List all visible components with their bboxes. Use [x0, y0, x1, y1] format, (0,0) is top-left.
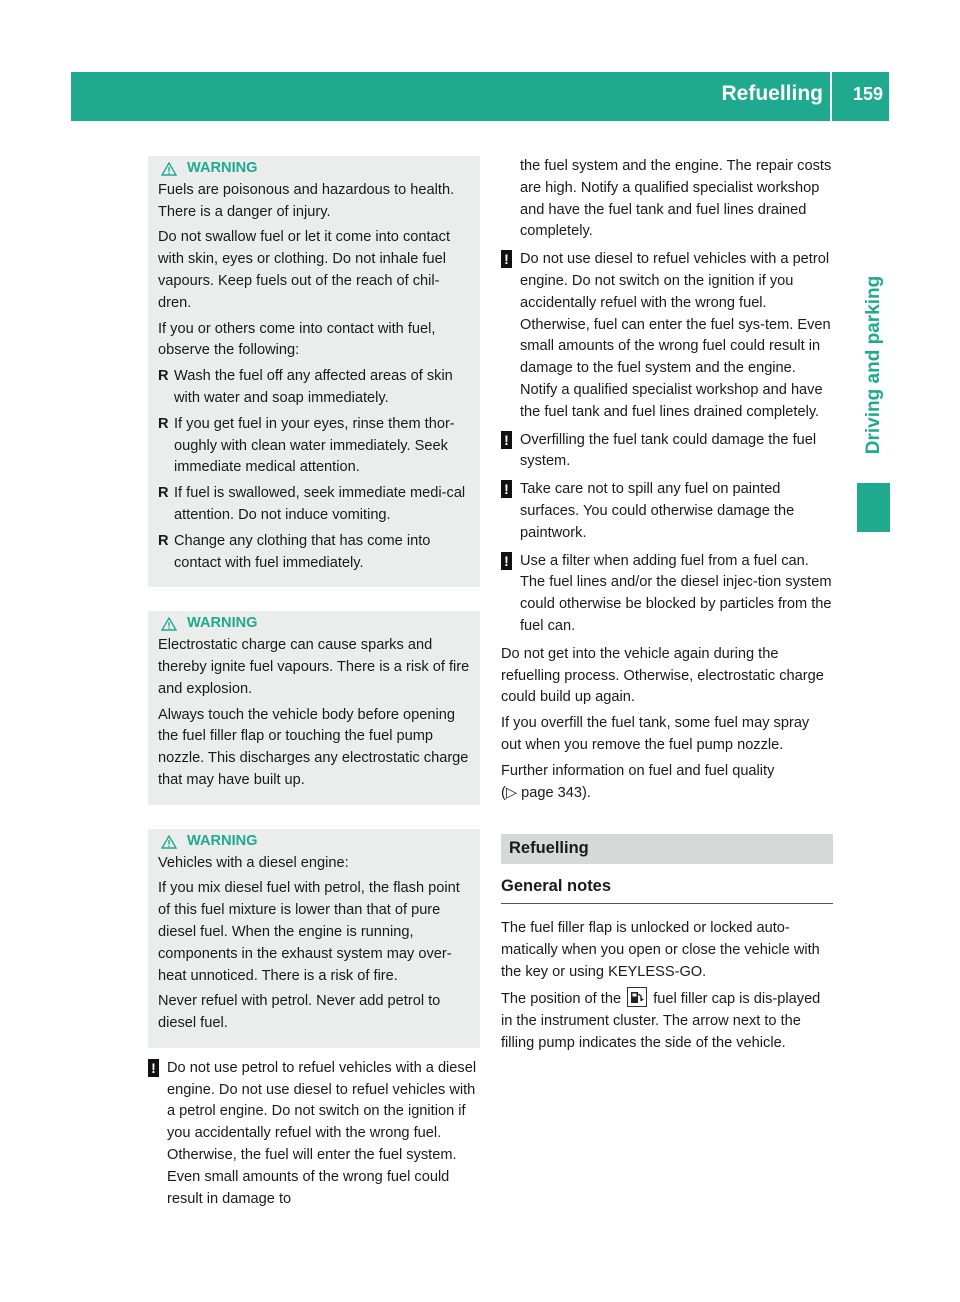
- notice-item: ! Do not use petrol to refuel vehicles with a diesel engine. Do not use diesel to refuel vehicles with a petrol engine. Do not switch on the ignition if you accidentally refuel with the wrong fuel. Otherwise, the fuel will enter the fuel system. Even small amounts of the wrong fuel could result in damage to: [148, 1058, 480, 1211]
- notice-item: ! Use a filter when adding fuel from a fuel can. The fuel lines and/or the diesel injec-tion system could otherwise be blocked by particles from the fuel can.: [501, 551, 833, 638]
- body-text: Do not get into the vehicle again during the refuelling process. Otherwise, electrostatic charge could build up again.: [501, 645, 824, 706]
- warning-text: Always touch the vehicle body before opening the fuel filler flap or touching the fuel pump nozzle. This discharges any electrostatic charge that may have built up.: [158, 706, 469, 788]
- notice-item: ! Overfilling the fuel tank could damage the fuel system.: [501, 430, 833, 474]
- body-text: The position of the fuel filler cap is dis-played in the instrument cluster. The arrow next to the filling pump indicates the side of the vehicle.: [501, 987, 833, 1054]
- exclamation-icon: !: [501, 480, 512, 498]
- section-title: Refuelling: [501, 834, 833, 864]
- bullet-marker: R: [158, 415, 169, 432]
- warning-box-diesel: [148, 829, 480, 1048]
- fuel-pump-icon: [627, 987, 647, 1007]
- bullet-marker: R: [158, 368, 169, 385]
- page-number: 159: [852, 84, 883, 104]
- body-text: Further information on fuel and fuel quality (▷ page 343).: [501, 762, 775, 801]
- bullet-marker: R: [158, 485, 169, 502]
- chapter-title: Refuelling: [721, 82, 823, 105]
- side-section-text: Driving and parking: [863, 275, 884, 455]
- page-reference-link[interactable]: page 343).: [521, 784, 591, 801]
- exclamation-icon: !: [501, 250, 512, 268]
- left-column: [148, 156, 480, 1216]
- warning-triangle-icon: [161, 162, 177, 176]
- exclamation-icon: !: [501, 431, 512, 449]
- warning-box-fuel-poison: [148, 156, 480, 587]
- warning-heading: WARNING: [158, 613, 472, 635]
- list-item: R If fuel is swallowed, seek immediate medi-cal attention. Do not induce vomiting.: [158, 485, 466, 523]
- list-item: R Wash the fuel off any affected areas of skin with water and soap immediately.: [158, 368, 453, 406]
- list-item: R Change any clothing that has come into contact with fuel immediately.: [158, 532, 431, 571]
- warning-heading: WARNING: [158, 831, 472, 853]
- subheading: General notes: [501, 872, 833, 904]
- warning-text: Electrostatic charge can cause sparks and thereby ignite fuel vapours. There is a risk of fire and explosion.: [158, 637, 470, 697]
- warning-triangle-icon: [161, 835, 177, 849]
- page-ref-arrow: (▷: [501, 784, 518, 801]
- exclamation-icon: !: [148, 1059, 159, 1077]
- warning-text: Vehicles with a diesel engine:: [158, 854, 349, 871]
- right-column: [501, 156, 833, 1059]
- side-section-label: [862, 260, 886, 470]
- body-text: The fuel filler flap is unlocked or locked auto-matically when you open or close the vehicle with the key or using KEYLESS-GO.: [501, 919, 820, 980]
- notice-item: ! Do not use diesel to refuel vehicles with a petrol engine. Do not switch on the ignition if you accidentally refuel with the wrong fuel. Otherwise, fuel can enter the fuel sys-tem. Even small amounts of the wrong fuel could result in damage to the fuel system and the engine. Notify a qualified specialist workshop and have the fuel tank and fuel lines drained completely.: [501, 249, 833, 423]
- body-text: If you overfill the fuel tank, some fuel may spray out when you remove the fuel pump nozzle.: [501, 715, 810, 753]
- list-item: R If you get fuel in your eyes, rinse them thor-oughly with clean water immediately. Seek immediate medical attention.: [158, 415, 455, 476]
- warning-text: Never refuel with petrol. Never add petrol to diesel fuel.: [158, 993, 441, 1032]
- exclamation-icon: !: [501, 552, 512, 570]
- notice-item: ! Take care not to spill any fuel on painted surfaces. You could otherwise damage the paintwork.: [501, 479, 833, 544]
- warning-text: If you or others come into contact with fuel, observe the following:: [158, 320, 436, 359]
- header-divider: [830, 72, 832, 121]
- warning-text: Do not swallow fuel or let it come into contact with skin, eyes or clothing. Do not inhale fuel vapours. Keep fuels out of the reach of chil-dren.: [158, 229, 451, 311]
- warning-triangle-icon: [161, 617, 177, 631]
- bullet-marker: R: [158, 532, 169, 549]
- warning-heading: WARNING: [158, 158, 472, 180]
- warning-text: If you mix diesel fuel with petrol, the flash point of this fuel mixture is lower than that of pure diesel fuel. When the engine is running, components in the exhaust system may over-heat unnoticed. There is a risk of fire.: [158, 880, 460, 984]
- continuation-text: the fuel system and the engine. The repair costs are high. Notify a qualified specialist workshop and have the fuel tank and fuel lines drained completely.: [520, 158, 832, 240]
- warning-box-electrostatic: [148, 611, 480, 804]
- warning-bullet-list: [158, 366, 472, 574]
- header-bar: [71, 72, 889, 121]
- side-tab-block: [857, 483, 890, 532]
- warning-text: Fuels are poisonous and hazardous to health. There is a danger of injury.: [158, 181, 455, 220]
